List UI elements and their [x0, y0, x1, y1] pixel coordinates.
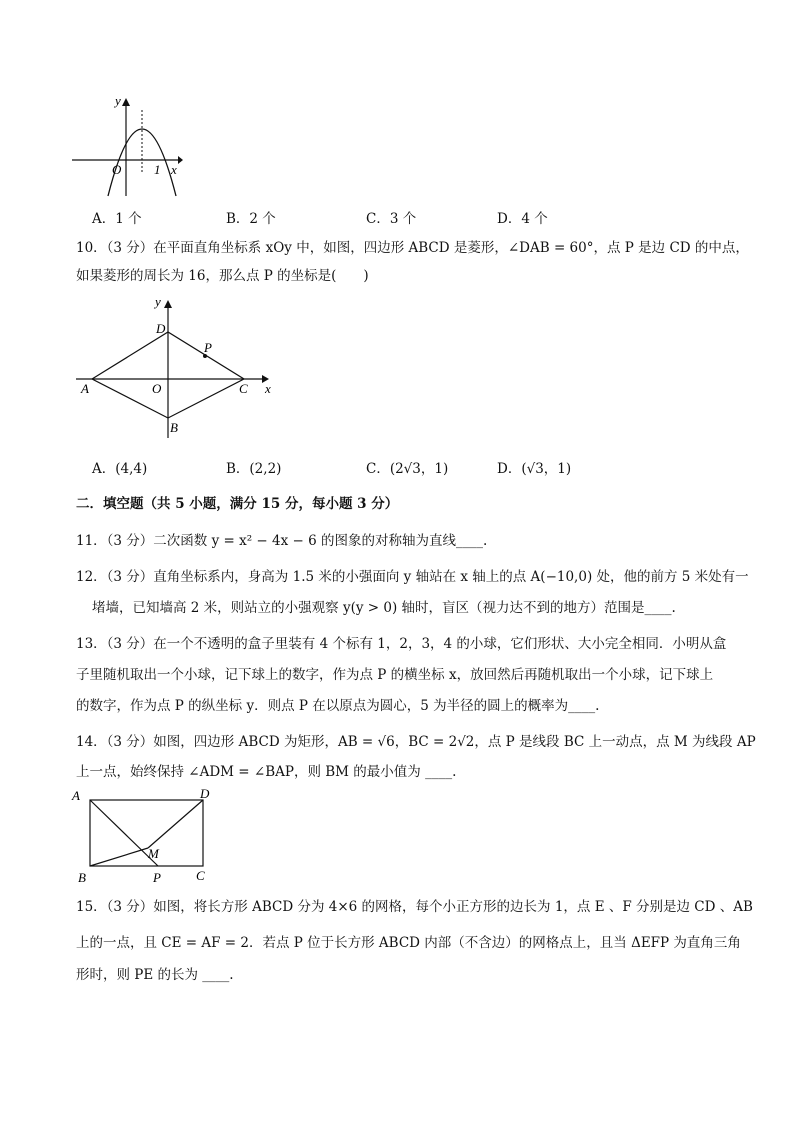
q9-option-c[interactable]: C．3 个 [366, 211, 417, 227]
q14-segment-dm [148, 800, 203, 848]
q13-line-3: 的数字，作为点 P 的纵坐标 y．则点 P 在以原点为圆心，5 为半径的圆上的概率为____. [76, 698, 600, 714]
q10-option-d[interactable]: D．(√3，1) [497, 461, 572, 477]
q9-y-arrow [122, 98, 130, 106]
q10-rhombus-figure [72, 292, 287, 442]
q10-label-d: D [156, 321, 166, 336]
q11-line-1: 11．（3 分）二次函数 y = x² − 4x − 6 的图象的对称轴为直线____. [76, 533, 488, 549]
q13-line-2: 子里随机取出一个小球，记下球上的数字，作为点 P 的横坐标 x，放回然后再随机取出一个小球，记下球上 [76, 667, 714, 683]
q14-rectangle-figure [70, 786, 220, 890]
q10-y-arrow [164, 300, 172, 308]
q14-line-2: 上一点，始终保持 ∠ADM = ∠BAP，则 BM 的最小值为 ____. [76, 764, 457, 780]
q10-option-b[interactable]: B．(2,2) [226, 461, 282, 477]
q14-label-b: B [78, 870, 86, 885]
q14-rectangle [90, 800, 203, 866]
q15-line-3: 形时，则 PE 的长为 ____. [76, 967, 234, 983]
q12-line-2: 堵墙，已知墙高 2 米，则站立的小强观察 y(y > 0) 轴时，盲区（视力达不到的地方）范围是____. [92, 600, 676, 616]
section-2-heading: 二．填空题（共 5 小题，满分 15 分，每小题 3 分） [76, 496, 399, 512]
q9-option-d[interactable]: D．4 个 [497, 211, 548, 227]
q10-option-a[interactable]: A．(4,4) [92, 461, 148, 477]
q10-line-1: 10．（3 分）在平面直角坐标系 xOy 中，如图，四边形 ABCD 是菱形，∠DAB = 60°，点 P 是边 CD 的中点， [76, 240, 749, 256]
q15-line-2: 上的一点，且 CE = AF = 2．若点 P 位于长方形 ABCD 内部（不含边）的网格点上，且当 ΔEFP 为直角三角 [76, 935, 741, 951]
q9-x-arrow [178, 156, 183, 164]
q10-label-x: x [265, 381, 271, 396]
q14-label-c: C [196, 868, 205, 883]
q10-option-c[interactable]: C．(2√3，1) [366, 461, 449, 477]
q10-label-y: y [155, 294, 161, 309]
q9-label-o: O [112, 162, 122, 177]
q13-line-1: 13．（3 分）在一个不透明的盒子里装有 4 个标有 1，2，3，4 的小球，它们形状、大小完全相同．小明从盒 [76, 636, 727, 652]
q9-label-y: y [115, 93, 121, 108]
q9-parabola-figure [70, 92, 185, 200]
q14-segment-bm [90, 848, 148, 866]
q15-line-1: 15．（3 分）如图，将长方形 ABCD 分为 4×6 的网格，每个小正方形的边长为 1，点 E 、F 分别是边 CD 、AB [76, 899, 753, 915]
q9-option-b[interactable]: B．2 个 [226, 211, 276, 227]
q10-label-p: P [204, 340, 212, 355]
q10-label-o: O [152, 381, 162, 396]
q10-label-c: C [239, 381, 248, 396]
q14-label-a: A [72, 788, 80, 803]
q14-line-1: 14．（3 分）如图，四边形 ABCD 为矩形，AB = √6，BC = 2√2，点 P 是线段 BC 上一动点，点 M 为线段 AP [76, 734, 756, 750]
q9-label-x: x [171, 162, 177, 177]
q14-label-d: D [200, 786, 210, 801]
q10-label-b: B [170, 420, 178, 435]
q14-label-m: M [148, 846, 159, 861]
q10-label-a: A [81, 381, 89, 396]
q9-label-one: 1 [154, 162, 161, 177]
q14-label-p: P [153, 870, 161, 885]
q12-line-1: 12．（3 分）直角坐标系内，身高为 1.5 米的小强面向 y 轴站在 x 轴上的点 A(−10,0) 处，他的前方 5 米处有一 [76, 569, 749, 585]
q10-line-2: 如果菱形的周长为 16，那么点 P 的坐标是( ) [76, 268, 369, 284]
q9-option-a[interactable]: A．1 个 [92, 211, 142, 227]
